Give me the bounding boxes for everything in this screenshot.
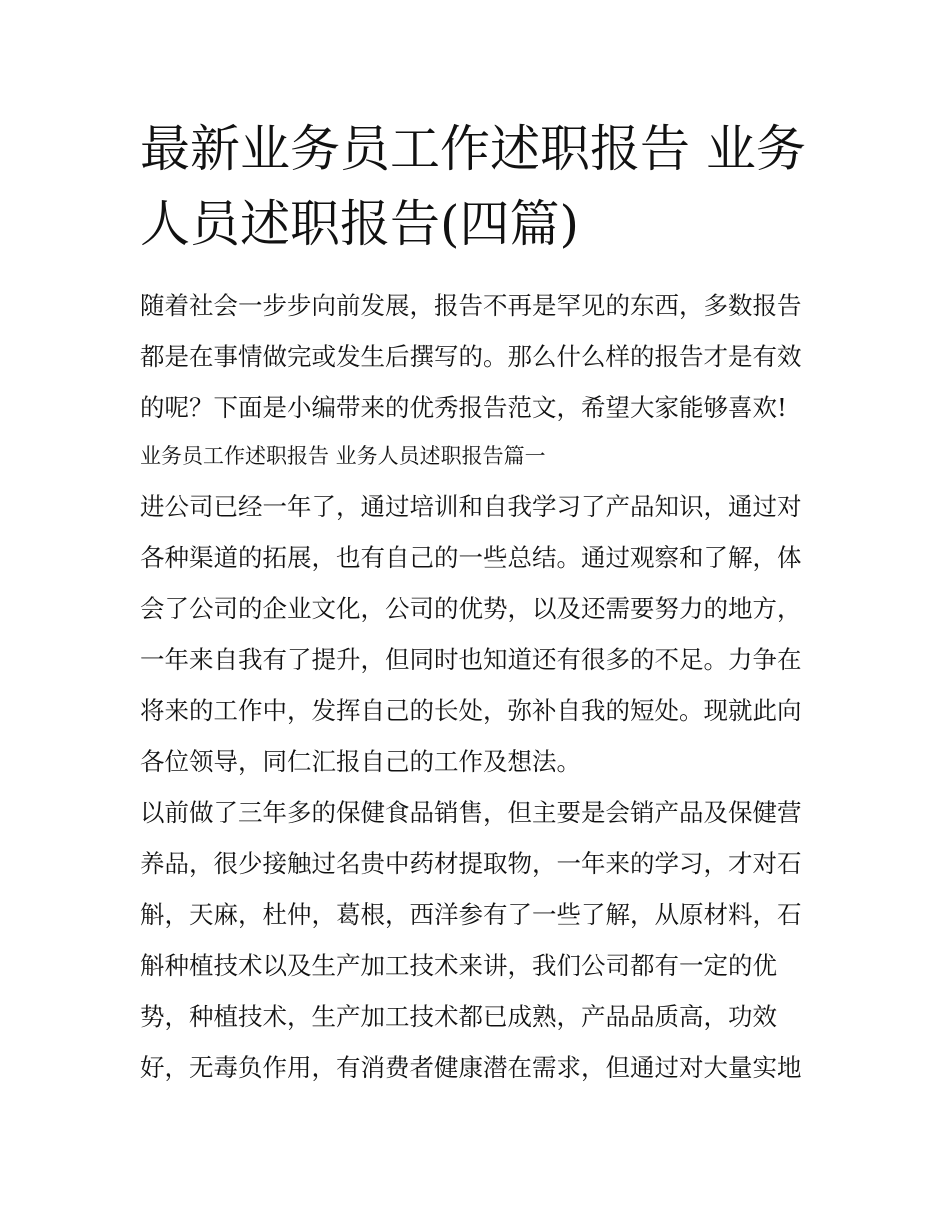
text-line: 斛种植技术以及生产加工技术来讲，我们公司都有一定的优 — [140, 951, 777, 980]
intro-paragraph — [140, 280, 820, 433]
document-body — [140, 280, 820, 1093]
text-line: 各位领导，同仁汇报自己的工作及想法。 — [140, 747, 581, 776]
body-paragraph-2 — [140, 787, 820, 1093]
text-line: 的呢？下面是小编带来的优秀报告范文，希望大家能够喜欢! — [140, 393, 787, 422]
text-line: 势，种植技术，生产加工技术都已成熟，产品品质高，功效 — [140, 1002, 777, 1031]
title-line: 最新业务员工作述职报告 业务 — [140, 120, 806, 178]
text-line: 会了公司的企业文化，公司的优势，以及还需要努力的地方， — [140, 594, 802, 623]
text-line: 以前做了三年多的保健食品销售，但主要是会销产品及保健营 — [140, 798, 802, 827]
section-heading: 业务员工作述职报告 业务人员述职报告篇一 — [140, 444, 546, 468]
body-paragraph-1 — [140, 481, 820, 787]
text-line: 好，无毒负作用，有消费者健康潜在需求，但通过对大量实地 — [140, 1053, 802, 1082]
title-line: 人员述职报告(四篇) — [140, 195, 580, 253]
text-line: 将来的工作中，发挥自己的长处，弥补自我的短处。现就此向 — [140, 696, 802, 725]
text-line: 养品，很少接触过名贵中药材提取物，一年来的学习，才对石 — [140, 849, 802, 878]
text-line: 各种渠道的拓展，也有自己的一些总结。通过观察和了解，体 — [140, 543, 802, 572]
text-line: 随着社会一步步向前发展，报告不再是罕见的东西，多数报告 — [140, 291, 802, 320]
text-line: 一年来自我有了提升，但同时也知道还有很多的不足。力争在 — [140, 645, 802, 674]
text-line: 都是在事情做完或发生后撰写的。那么什么样的报告才是有效 — [140, 342, 802, 371]
document-title — [140, 112, 820, 262]
text-line: 斛，天麻，杜仲，葛根，西洋参有了一些了解，从原材料，石 — [140, 900, 802, 929]
text-line: 进公司已经一年了，通过培训和自我学习了产品知识，通过对 — [140, 492, 802, 521]
